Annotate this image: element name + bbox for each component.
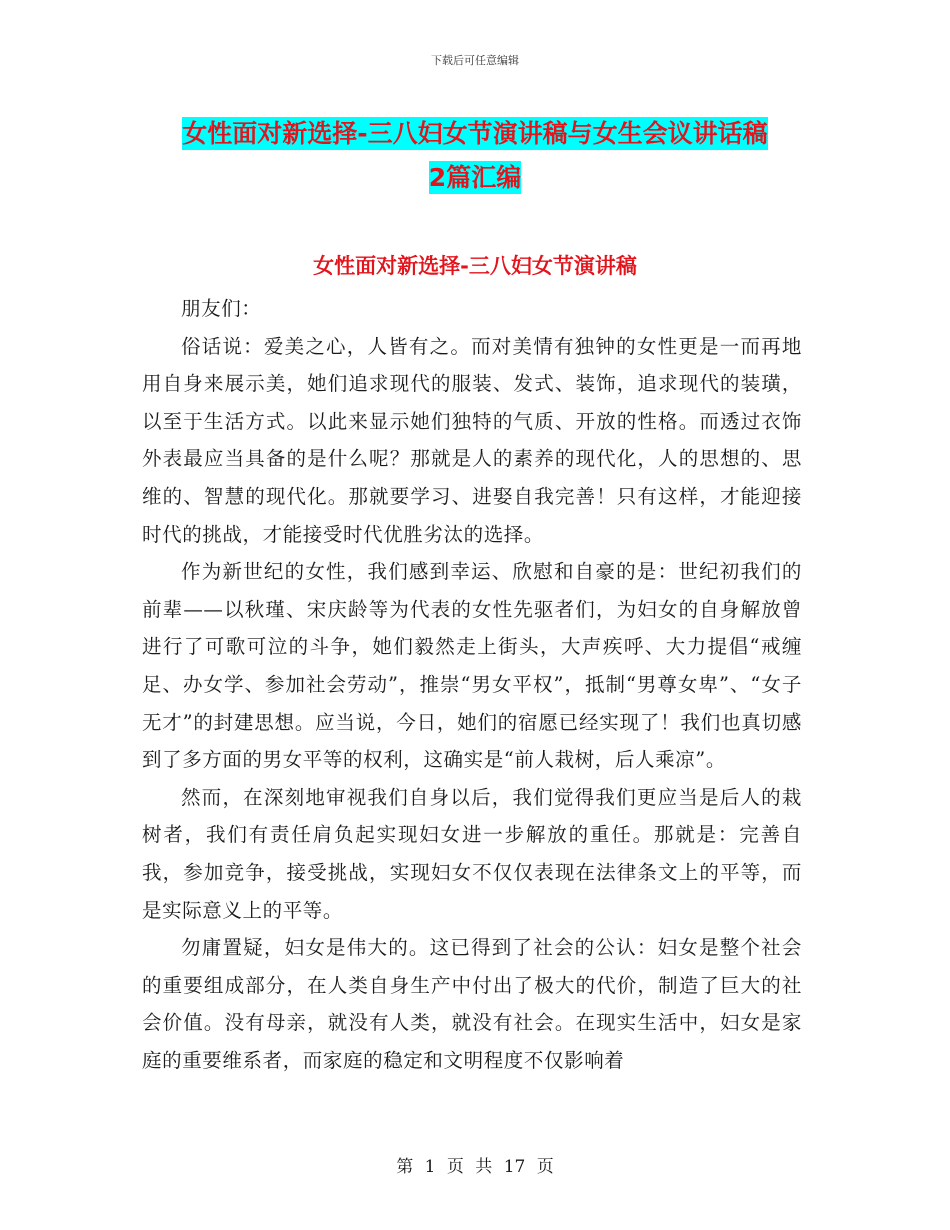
document-title-line-2: 2篇汇编 [428,163,522,192]
document-title-line-1: 女性面对新选择-三八妇女节演讲稿与女生会议讲话稿 [182,119,768,148]
page-footer: 第 1 页 共 17 页 [396,1157,554,1177]
greeting: 朋友们： [181,297,262,320]
header-note: 下载后可任意编辑 [431,54,519,67]
section-title: 女性面对新选择-三八妇女节演讲稿 [313,254,637,278]
paragraph: 然而，在深刻地审视我们自身以后，我们觉得我们更应当是后人的栽树者，我们有责任肩负起实现妇女进一步解放的重任。那就是：完善自我，参加竞争，接受挑战，实现妇女不仅仅表现在法律条文上的平等，而是实际意义上的平等。 [142,785,802,922]
paragraph: 勿庸置疑，妇女是伟大的。这已得到了社会的公认：妇女是整个社会的重要组成部分，在人类自身生产中付出了极大的代价，制造了巨大的社会价值。没有母亲，就没有人类，就没有社会。在现实生活中，妇女是家庭的重要维系者，而家庭的稳定和文明程度不仅影响着 [142,936,802,1072]
document-title [0,112,950,200]
paragraph: 作为新世纪的女性，我们感到幸运、欣慰和自豪的是：世纪初我们的前辈——以秋瑾、宋庆龄等为代表的女性先驱者们，为妇女的自身解放曾进行了可歌可泣的斗争，她们毅然走上街头，大声疾呼、大力提倡“戒缠足、办女学、参加社会劳动”，推崇“男女平权”，抵制“男尊女卑”、“女子无才”的封建思想。应当说，今日，她们的宿愿已经实现了！我们也真切感到了多方面的男女平等的权利，这确实是“前人栽树，后人乘凉”。 [142,560,802,772]
paragraph: 俗话说：爱美之心，人皆有之。而对美情有独钟的女性更是一而再地用自身来展示美，她们追求现代的服装、发式、装饰，追求现代的装璜，以至于生活方式。以此来显示她们独特的气质、开放的性格。而透过衣饰外表最应当具备的是什么呢？那就是人的素养的现代化，人的思想的、思维的、智慧的现代化。那就要学习、进娶自我完善！只有这样，才能迎接时代的挑战，才能接受时代优胜劣汰的选择。 [142,334,802,546]
document-body [142,290,802,1079]
